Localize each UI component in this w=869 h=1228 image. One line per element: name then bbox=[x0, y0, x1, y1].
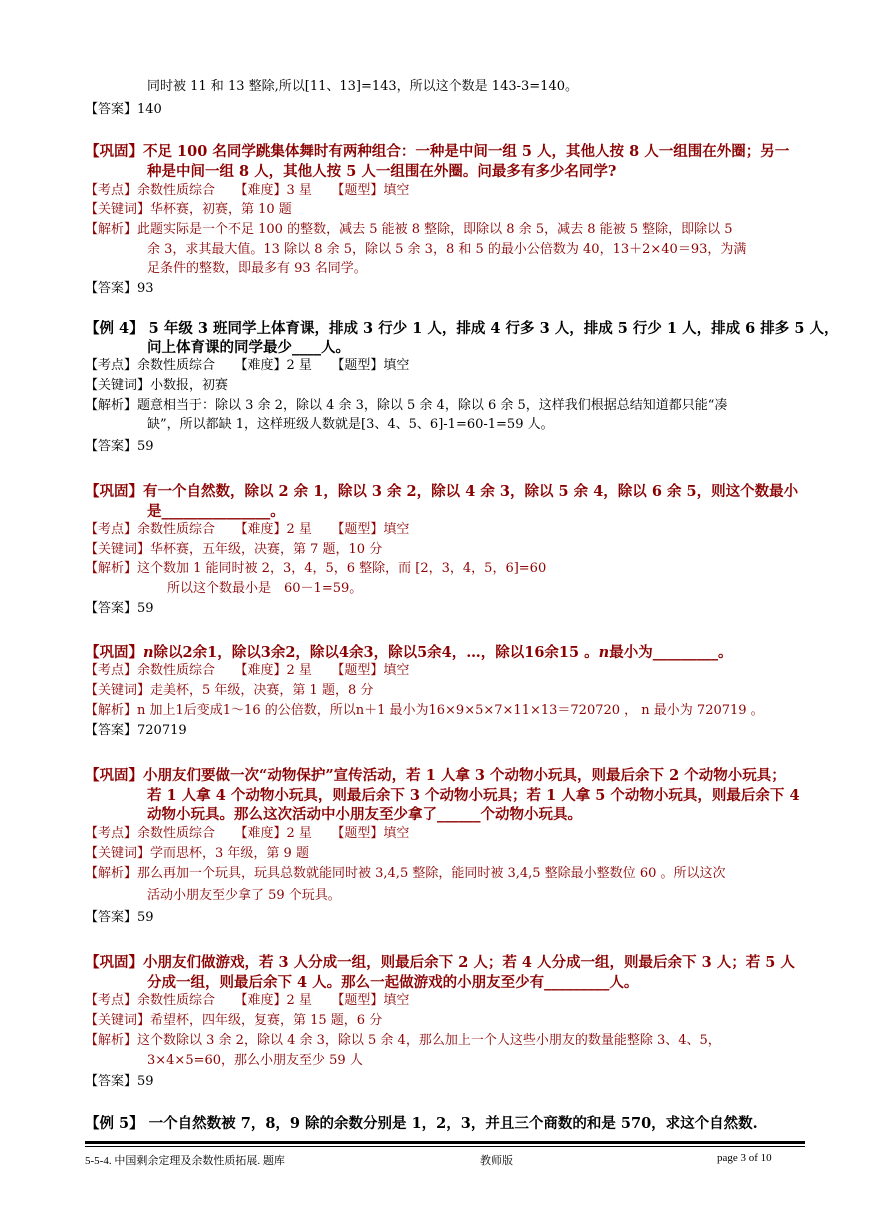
analysis-line: 【解析】题意相当于：除以 3 余 2，除以 4 余 3，除以 5 余 4，除以 6 余 5，这样我们根据总结知道都只能“凑 bbox=[85, 398, 728, 413]
analysis-line: 【解析】n 加上1后变成1～16 的公倍数，所以n＋1 最小为16×9×5×7×11×13＝720720 ， n 最小为 720719 。 bbox=[85, 703, 764, 718]
example-line: 【例 5】 一个自然数被 7，8，9 除的余数分别是 1，2，3，并且三个商数的和是 570，求这个自然数. bbox=[85, 1115, 758, 1132]
keyword-line: 【关键词】走美杯，5 年级，决赛，第 1 题，8 分 bbox=[85, 683, 374, 698]
answer-line: 【答案】59 bbox=[85, 1074, 154, 1089]
answer-line: 【答案】59 bbox=[85, 439, 154, 454]
keyword-line: 【关键词】华杯赛，初赛，第 10 题 bbox=[85, 202, 292, 217]
analysis-line: 足条件的整数，即最多有 93 名同学。 bbox=[147, 261, 367, 276]
example-line: 问上体育课的同学最少____人。 bbox=[147, 339, 350, 356]
answer-line: 【答案】93 bbox=[85, 281, 154, 296]
question-line: 【巩固】小朋友们要做一次“动物保护”宣传活动，若 1 人拿 3 个动物小玩具，则最后余下 2 个动物小玩具； bbox=[85, 767, 786, 784]
answer-line: 【答案】59 bbox=[85, 910, 154, 925]
footer-rule-thick bbox=[85, 1141, 805, 1144]
answer-line: 【答案】59 bbox=[85, 601, 154, 616]
text-line: 同时被 11 和 13 整除,所以[11、13]=143，所以这个数是 143-3=140。 bbox=[147, 79, 578, 94]
meta-line: 【考点】余数性质综合 【难度】2 星 【题型】填空 bbox=[85, 522, 410, 537]
question-blank: 最小为_________。 bbox=[609, 644, 733, 661]
question-line: 分成一组，则最后余下 4 人。那么一起做游戏的小朋友至少有_________人。 bbox=[147, 974, 639, 991]
variable-n: n bbox=[143, 644, 154, 661]
analysis-line: 【解析】那么再加一个玩具，玩具总数就能同时被 3,4,5 整除，能同时被 3,4,5 整除最小整数位 60 。所以这次 bbox=[85, 866, 726, 881]
analysis-line: 【解析】此题实际是一个不足 100 的整数，减去 5 能被 8 整除，即除以 8 余 5，减去 8 能被 5 整除，即除以 5 bbox=[85, 222, 733, 237]
question-line: 【巩固】有一个自然数，除以 2 余 1，除以 3 余 2，除以 4 余 3，除以 5 余 4，除以 6 余 5，则这个数最小 bbox=[85, 483, 799, 500]
question-line bbox=[85, 642, 732, 663]
analysis-line: 【解析】这个数加 1 能同时被 2，3，4，5，6 整除，而 [2，3，4，5，6]=60 bbox=[85, 561, 547, 576]
variable-n: n bbox=[598, 644, 610, 661]
question-line: 若 1 人拿 4 个动物小玩具，则最后余下 3 个动物小玩具；若 1 人拿 5 个动物小玩具，则最后余下 4 bbox=[147, 787, 800, 804]
answer-line: 【答案】140 bbox=[85, 102, 162, 117]
analysis-line: 所以这个数最小是 60－1=59。 bbox=[167, 581, 363, 596]
analysis-line: 余 3，求其最大值。13 除以 8 余 5，除以 5 余 3，8 和 5 的最小公倍数为 40，13＋2×40＝93，为满 bbox=[147, 242, 747, 257]
analysis-line: 活动小朋友至少拿了 59 个玩具。 bbox=[147, 888, 341, 903]
question-text: 除以2余1，除以3余2，除以4余3，除以5余4，…，除以16余15 。 bbox=[153, 644, 599, 661]
meta-line: 【考点】余数性质综合 【难度】2 星 【题型】填空 bbox=[85, 826, 410, 841]
analysis-line: 3×4×5=60，那么小朋友至少 59 人 bbox=[147, 1053, 363, 1068]
question-line: 是_______________。 bbox=[147, 503, 285, 520]
question-line: 【巩固】小朋友们做游戏，若 3 人分成一组，则最后余下 2 人；若 4 人分成一组，则最后余下 3 人；若 5 人 bbox=[85, 954, 795, 971]
footer-rule-thin bbox=[85, 1146, 805, 1147]
meta-line: 【考点】余数性质综合 【难度】3 星 【题型】填空 bbox=[85, 183, 410, 198]
footer-center: 教师版 bbox=[480, 1155, 513, 1167]
footer-page-number: page 3 of 10 bbox=[717, 1152, 772, 1164]
keyword-line: 【关键词】希望杯，四年级，复赛，第 15 题，6 分 bbox=[85, 1013, 383, 1028]
keyword-line: 【关键词】学而思杯，3 年级，第 9 题 bbox=[85, 846, 309, 861]
answer-line: 【答案】720719 bbox=[85, 723, 187, 738]
meta-line: 【考点】余数性质综合 【难度】2 星 【题型】填空 bbox=[85, 358, 410, 373]
keyword-line: 【关键词】华杯赛，五年级，决赛，第 7 题，10 分 bbox=[85, 542, 383, 557]
question-line: 动物小玩具。那么这次活动中小朋友至少拿了______个动物小玩具。 bbox=[147, 806, 582, 823]
keyword-line: 【关键词】小数报，初赛 bbox=[85, 378, 229, 393]
question-line: 种是中间一组 8 人，其他人按 5 人一组围在外圈。问最多有多少名同学? bbox=[147, 163, 617, 180]
analysis-line: 缺”，所以都缺 1，这样班级人数就是[3、4、5、6]-1=60-1=59 人。 bbox=[147, 417, 554, 432]
meta-line: 【考点】余数性质综合 【难度】2 星 【题型】填空 bbox=[85, 663, 410, 678]
footer-left: 5-5-4. 中国剩余定理及余数性质拓展. 题库 bbox=[85, 1155, 285, 1167]
meta-line: 【考点】余数性质综合 【难度】2 星 【题型】填空 bbox=[85, 993, 410, 1008]
example-line: 【例 4】 5 年级 3 班同学上体育课，排成 3 行少 1 人，排成 4 行多 3 人，排成 5 行少 1 人，排成 6 排多 5 人， bbox=[85, 320, 839, 337]
question-label: 【巩固】 bbox=[85, 644, 143, 661]
analysis-line: 【解析】这个数除以 3 余 2，除以 4 余 3，除以 5 余 4，那么加上一个人这些小朋友的数量能整除 3、4、5， bbox=[85, 1033, 721, 1048]
question-line: 【巩固】不足 100 名同学跳集体舞时有两种组合：一种是中间一组 5 人，其他人按 8 人一组围在外圈；另一 bbox=[85, 143, 790, 160]
